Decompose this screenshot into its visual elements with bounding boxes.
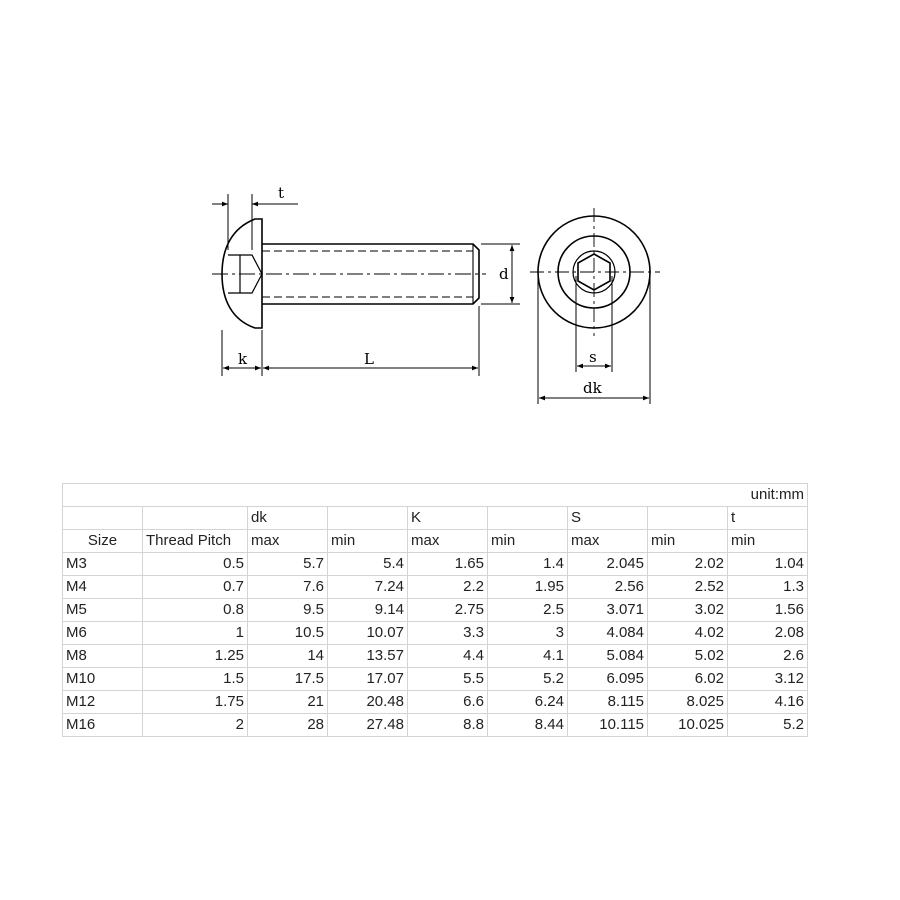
value-cell: 5.084 xyxy=(568,645,648,668)
value-cell: 1.75 xyxy=(143,691,248,714)
sub-header-cell: max xyxy=(568,530,648,553)
value-cell: 1.65 xyxy=(408,553,488,576)
size-cell: M10 xyxy=(63,668,143,691)
value-cell: 13.57 xyxy=(328,645,408,668)
sub-header-cell: Size xyxy=(63,530,143,553)
group-header-cell xyxy=(328,507,408,530)
value-cell: 0.7 xyxy=(143,576,248,599)
group-header-cell xyxy=(143,507,248,530)
value-cell: 5.2 xyxy=(488,668,568,691)
side-view xyxy=(212,219,486,328)
size-cell: M6 xyxy=(63,622,143,645)
sub-header-row xyxy=(63,530,808,553)
sub-header-cell: max xyxy=(408,530,488,553)
table-row xyxy=(63,645,808,668)
group-header-cell xyxy=(488,507,568,530)
value-cell: 8.025 xyxy=(648,691,728,714)
side-dimensions xyxy=(212,194,520,376)
screw-dimension-drawing xyxy=(0,0,900,440)
value-cell: 4.4 xyxy=(408,645,488,668)
value-cell: 9.14 xyxy=(328,599,408,622)
value-cell: 4.084 xyxy=(568,622,648,645)
value-cell: 1.56 xyxy=(728,599,808,622)
value-cell: 3.02 xyxy=(648,599,728,622)
value-cell: 2.6 xyxy=(728,645,808,668)
value-cell: 2.52 xyxy=(648,576,728,599)
value-cell: 5.2 xyxy=(728,714,808,737)
value-cell: 6.095 xyxy=(568,668,648,691)
value-cell: 1.04 xyxy=(728,553,808,576)
value-cell: 5.5 xyxy=(408,668,488,691)
group-header-cell xyxy=(648,507,728,530)
label-k: k xyxy=(238,350,248,368)
sub-header-cell: Thread Pitch xyxy=(143,530,248,553)
table-row xyxy=(63,599,808,622)
dimension-table xyxy=(62,483,808,737)
value-cell: 1.25 xyxy=(143,645,248,668)
group-header-cell: t xyxy=(728,507,808,530)
value-cell: 10.025 xyxy=(648,714,728,737)
value-cell: 9.5 xyxy=(248,599,328,622)
value-cell: 2.56 xyxy=(568,576,648,599)
group-header-cell: K xyxy=(408,507,488,530)
value-cell: 17.5 xyxy=(248,668,328,691)
group-header-row xyxy=(63,507,808,530)
sub-header-cell: min xyxy=(648,530,728,553)
size-cell: M16 xyxy=(63,714,143,737)
value-cell: 2.2 xyxy=(408,576,488,599)
sub-header-cell: min xyxy=(328,530,408,553)
value-cell: 3.3 xyxy=(408,622,488,645)
value-cell: 1.4 xyxy=(488,553,568,576)
value-cell: 17.07 xyxy=(328,668,408,691)
label-L: L xyxy=(364,350,374,368)
size-cell: M4 xyxy=(63,576,143,599)
value-cell: 2 xyxy=(143,714,248,737)
table-row xyxy=(63,668,808,691)
value-cell: 5.02 xyxy=(648,645,728,668)
sub-header-cell: min xyxy=(488,530,568,553)
value-cell: 27.48 xyxy=(328,714,408,737)
value-cell: 21 xyxy=(248,691,328,714)
value-cell: 10.115 xyxy=(568,714,648,737)
value-cell: 2.08 xyxy=(728,622,808,645)
size-cell: M8 xyxy=(63,645,143,668)
table-row xyxy=(63,576,808,599)
table-row xyxy=(63,691,808,714)
value-cell: 3.12 xyxy=(728,668,808,691)
value-cell: 2.5 xyxy=(488,599,568,622)
table-row xyxy=(63,714,808,737)
value-cell: 6.6 xyxy=(408,691,488,714)
value-cell: 10.5 xyxy=(248,622,328,645)
value-cell: 8.115 xyxy=(568,691,648,714)
value-cell: 4.02 xyxy=(648,622,728,645)
size-cell: M5 xyxy=(63,599,143,622)
value-cell: 28 xyxy=(248,714,328,737)
value-cell: 10.07 xyxy=(328,622,408,645)
value-cell: 6.02 xyxy=(648,668,728,691)
label-t: t xyxy=(278,184,285,202)
value-cell: 2.045 xyxy=(568,553,648,576)
value-cell: 7.6 xyxy=(248,576,328,599)
value-cell: 14 xyxy=(248,645,328,668)
unit-row xyxy=(63,484,808,507)
value-cell: 3.071 xyxy=(568,599,648,622)
size-cell: M3 xyxy=(63,553,143,576)
value-cell: 8.44 xyxy=(488,714,568,737)
sub-header-cell: max xyxy=(248,530,328,553)
value-cell: 5.7 xyxy=(248,553,328,576)
label-d: d xyxy=(499,265,509,283)
table-row xyxy=(63,553,808,576)
value-cell: 1 xyxy=(143,622,248,645)
label-s: s xyxy=(589,348,597,366)
end-view xyxy=(530,208,660,336)
label-dk: dk xyxy=(583,379,602,397)
value-cell: 1.5 xyxy=(143,668,248,691)
unit-label: unit:mm xyxy=(63,484,808,507)
value-cell: 6.24 xyxy=(488,691,568,714)
value-cell: 0.8 xyxy=(143,599,248,622)
group-header-cell: dk xyxy=(248,507,328,530)
sub-header-cell: min xyxy=(728,530,808,553)
value-cell: 8.8 xyxy=(408,714,488,737)
value-cell: 1.95 xyxy=(488,576,568,599)
value-cell: 2.02 xyxy=(648,553,728,576)
value-cell: 5.4 xyxy=(328,553,408,576)
size-cell: M12 xyxy=(63,691,143,714)
value-cell: 20.48 xyxy=(328,691,408,714)
table-row xyxy=(63,622,808,645)
value-cell: 2.75 xyxy=(408,599,488,622)
value-cell: 4.1 xyxy=(488,645,568,668)
group-header-cell: S xyxy=(568,507,648,530)
value-cell: 1.3 xyxy=(728,576,808,599)
value-cell: 7.24 xyxy=(328,576,408,599)
value-cell: 4.16 xyxy=(728,691,808,714)
value-cell: 0.5 xyxy=(143,553,248,576)
value-cell: 3 xyxy=(488,622,568,645)
group-header-cell xyxy=(63,507,143,530)
